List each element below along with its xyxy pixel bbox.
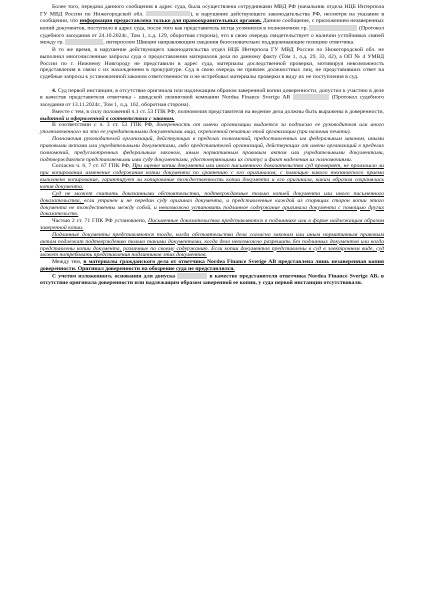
paragraph-11: Между тем, в материалы гражданского дела от ответчика Nordea Finance Sverige AB представлена лишь незаверенная копия доверенности. Оригинал доверенности на обозрение суда не представлялся. [40,259,384,273]
paragraph-4: Вместе с тем, в силу положений ч.1 ст. 53 ГПК РФ, полномочия представителя на ведение дела должны быть выражены в доверенности, выданной и оформленной в соответствии с законом. [40,108,384,122]
paragraph-1: Более того, передача данного сообщения в адрес суда, была осуществлена сотрудниками МВД РФ (начальник отдела НЦБ Интерпола ГУ МВД России по Нижегородской обл. ), в нарушение действующего законодательства РФ, несмотря на указание в сообщении, что информация предоставлена только для правоохранительных органов. Данное сообщение, с приложением незаверенных копий документов, поступило в адрес суда, после того как представитель истца усомнился в полномочиях гр. (Протокол судебного заседания от 24.10.2024г., Том 1, л.д. 129, оборотная сторона), что в свою очередь свидетельствует о наличии устойчивых связей между гр. , интерполом Швеции направляющим сведения безосновательно поддерживающие позицию ответчика. [40,4,385,46]
paragraph-8: Суд не может считать доказанными обстоятельства, подтверждаемые только копией документа или иного письменного доказательства, если утрачен и не передан суду оригинал документа, и представленные каждой из спорящих сторон копии этого документа не тождественны между собой, и невозможно установить подлинное содержание оригинала документа с помощью других доказательств. [40,190,384,218]
paragraph-5: В соответствии с ч. 3 ст. 53 ГПК РФ, доверенность от имени организации выдается за подписью ее руководителя или иного уполномоченного на это ее учредительными документами лица, скрепленной печатью этой организации (при наличии печати). [40,122,384,136]
redaction [309,25,357,31]
redaction [177,273,207,279]
paragraph-6: Полномочия руководителей организаций, действующих в пределах полномочий, предоставленных им федеральным законом, иными правовыми актами или учредительными документами, либо представителей организаций, действующих от имени организаций в пределах полномочий, предусмотренных федеральным законом, иным нормативным правовым актом или учредительными документами, подтверждаются представляемыми ими суду документами, удостоверяющими их статус и факт наделения их полномочиями. [40,136,384,163]
paragraph-3: 4. Суд первой инстанции, в отсутствие оригинала или надлежащим образом заверенной копии доверенности, допустил к участию в деле в качестве представителя ответчика - шведской лизинговой компании Nordea Finance Sverige AB (Протокол судебного заседания от 13.11.2024г., Том 1, л.д. 162, оборотная сторона). [40,87,384,108]
redaction [65,39,103,45]
paragraph-2: В то же время, в нарушение действующего законодательства отдел НЦБ Интерпола ГУ МВД России по Нижегородской обл. не выполнил многочисленные запросы суда о предоставлении материалов дела по данному факту (Том 1, л.д. 29, 33, 42), а ОП № 4 УМВД России по г. Нижнему Новгороду не представили в адрес суда, материалы доследственной проверки, мотивируя невозможность представления в связи с их нахождением в прокуратуре. Суд в свою очередь не привлек должностных лиц, не представивших ответ на судебные запросы к установленной законом ответственности и не истребовал материалы проверки в виду их не поступления в суд. [40,46,384,81]
paragraph-12: С учетом изложенного, основания для допуска в качестве представителя ответчика Nordea Finance Sverige AB, в отсутствие оригинала доверенности или надлежащим образом заверенной ее копии, у суда первой инстанции отсутствовали. [40,273,384,287]
paragraph-7: Согласно ч. 6, 7 ст. 67 ГПК РФ, При оценке копии документа или иного письменного доказательства суд проверяет, не произошло ли при копировании изменение содержания копии документа по сравнению с его оригиналом, с помощью какого технического приема выполнено копирование, гарантирует ли копирование тождественность копии документа и его оригинала, каким образом сохранялась копия документа. [40,163,384,190]
redaction [146,11,190,17]
paragraph-9: Частью 2 ст. 71 ГПК РФ установлено, Письменные доказательства представляются в подлиннике или в форме надлежащим образом заверенной копии. [40,218,384,232]
redaction [293,94,329,100]
paragraph-10: Подлинные документы представляются тогда, когда обстоятельства дела согласно законам или иным нормативным правовым актам подлежат подтверждению только такими документами, когда дело невозможно разрешить без подлинных документов или когда представлены копии документа, различные по своему содержанию. Если копии документов представлены в суд в электронном виде, суд может потребовать представления подлинников этих документов. [40,231,384,259]
